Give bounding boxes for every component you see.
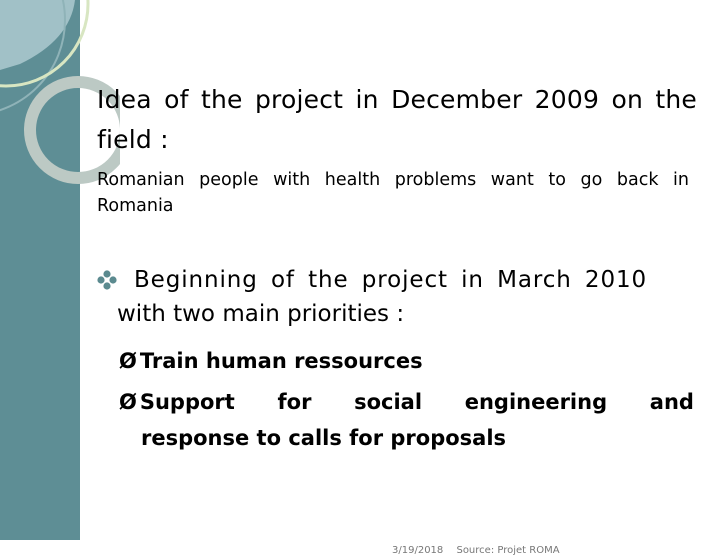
priority-word: social: [354, 390, 423, 414]
main-bullet: [97, 263, 692, 331]
slide-footer: [392, 545, 570, 556]
footer-date: 3/19/2018: [392, 545, 444, 556]
priority-word: for: [277, 390, 312, 414]
arrow-bullet-icon: Ø: [119, 390, 137, 414]
priority-item-1: [119, 343, 694, 379]
priority-text-continued: response to calls for proposals: [141, 426, 507, 450]
slide-title: Idea of the project in December 2009 on the field :: [97, 85, 697, 154]
priority-word: and: [649, 390, 694, 414]
priority-text: Train human ressources: [139, 349, 423, 373]
priority-word: engineering: [464, 390, 608, 414]
priority-item-2: [119, 384, 694, 456]
bullet-line-1: Beginning of the project in March 2010: [134, 267, 648, 293]
priority-word: Support: [139, 390, 235, 414]
slide-subtitle: Romanian people with health problems want to go back in Romania: [97, 170, 689, 216]
arrow-bullet-icon: Ø: [119, 349, 137, 373]
bullet-line-2: with two main priorities :: [117, 301, 405, 327]
diamond-bullet-icon: [97, 270, 117, 290]
footer-source: Source: Projet ROMA: [456, 545, 560, 556]
